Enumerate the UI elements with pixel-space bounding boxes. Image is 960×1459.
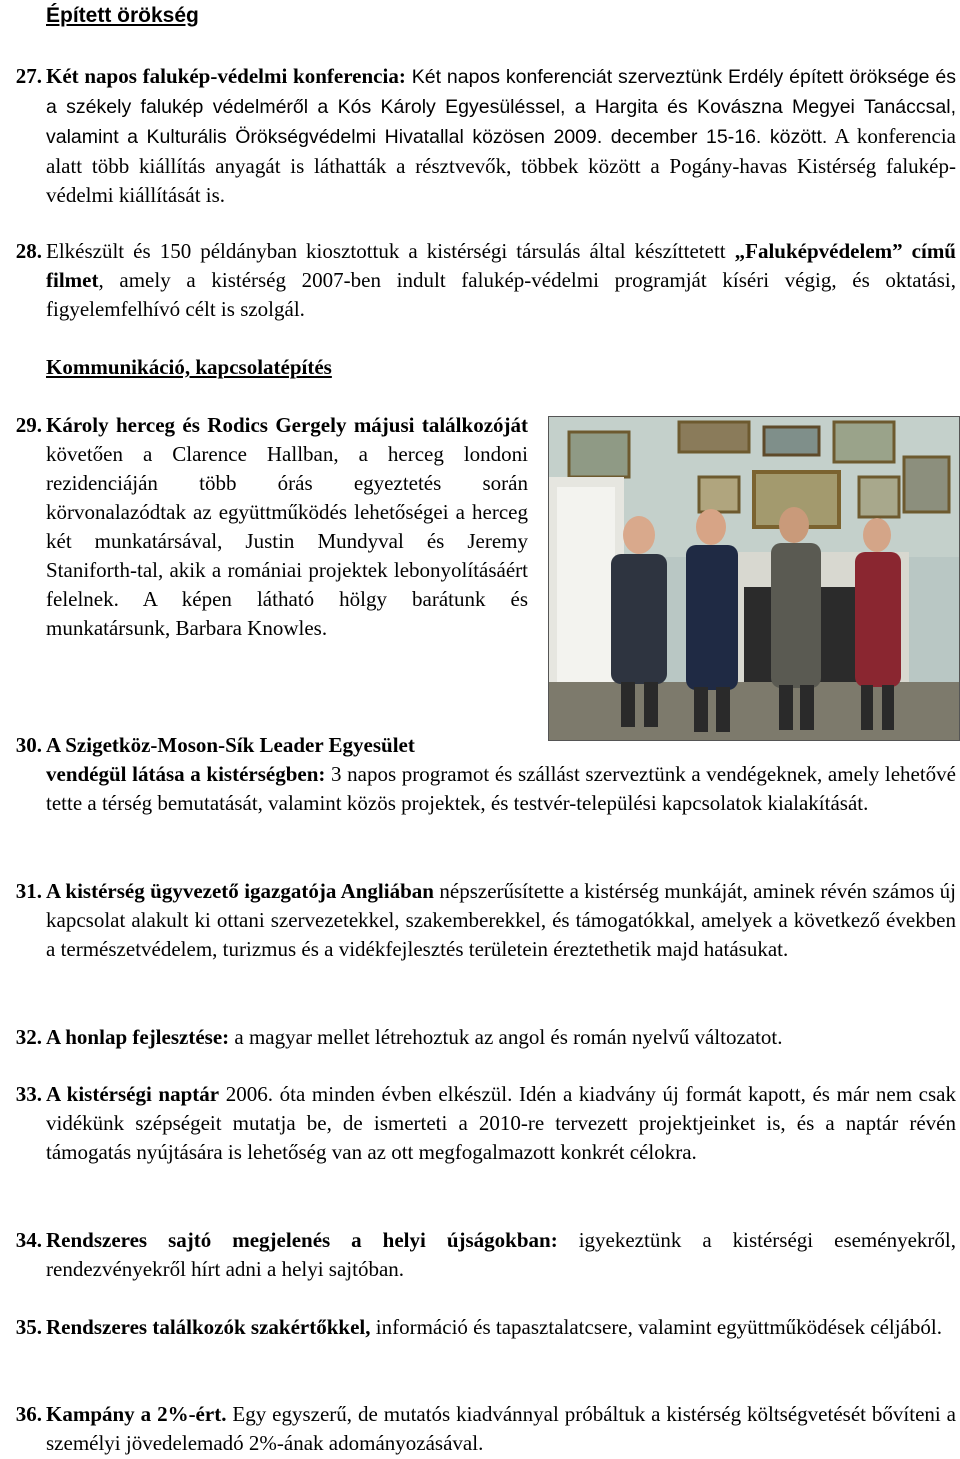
item-text: , amely a kistérség 2007-ben indult falukép-védelmi programját kíséri végig, és oktatási, figyelemfelhívó célt is szolgál.: [46, 268, 956, 321]
item-number: 33.: [15, 1082, 42, 1106]
item-text: A konferencia alatt több kiállítás anyagát is láthatták a résztvevők, többek között a Pogány-havas Kistérség falukép-védelmi kiállítását is.: [46, 124, 957, 207]
item-text: 2006. óta minden évben elkészül. Idén a kiadvány új formát kapott, és már nem csak vidékünk szépségeit mutatja be, de ismerteti a 2010-re tervezett projektjeinket is, és a naptár révén támogatás nyújtására is lehetőség van az ott megfogalmazott konkrét célokra.: [46, 1082, 956, 1164]
section-heading-epitett-orokseg: Épített örökség: [46, 4, 199, 27]
item-lead: Kampány a 2%-ért.: [46, 1402, 227, 1426]
item-body: [46, 877, 956, 964]
item-number: 29.: [15, 413, 42, 437]
item-body: [46, 1313, 956, 1342]
item-lead: Rendszeres sajtó megjelenés a helyi újságokban:: [46, 1228, 558, 1252]
item-number: 35.: [15, 1315, 42, 1339]
item-lead-line1: A Szigetköz-Moson-Sík Leader Egyesület: [46, 733, 415, 757]
item-number: 31.: [15, 879, 42, 903]
item-number: 27.: [15, 64, 42, 88]
item-number: 30.: [15, 733, 42, 757]
item-body: [46, 731, 956, 818]
item-body: [46, 237, 956, 324]
item-body: [46, 1400, 956, 1458]
item-body: [46, 1226, 956, 1284]
item-text: népszerűsítette a kistérség munkáját, aminek révén számos új kapcsolat alakult ki ottani szervezetekkel, szakemberekkel, és támogatókkal, amelyek a következő években a természetvédelem, turizmus és a vidékfejlesztés területein éreztethetik majd hatásukat.: [46, 879, 957, 961]
item-lead: Két napos falukép-védelmi konferencia:: [46, 64, 406, 88]
item-lead: „Faluképvédelem” című filmet: [46, 239, 956, 292]
item-text-sans: Két napos konferenciát szerveztünk Erdély épített öröksége és a székely falukép védelméről a Kós Károly Egyesüléssel, a Hargita és Kovászna Megyei Tanáccsal, valamint a Kulturális Örökségvédelmi Hivatallal közösen 2009. december 15-16. között.: [46, 66, 956, 148]
item-number: 32.: [15, 1025, 42, 1049]
item-text: információ és tapasztalatcsere, valamint együttműködések céljából.: [370, 1315, 942, 1339]
item-text: igyekeztünk a kistérségi eseményekről, rendezvényekről hírt adni a helyi sajtóban.: [46, 1228, 956, 1281]
item-lead: Rendszeres találkozók szakértőkkel,: [46, 1315, 371, 1339]
item-lead: A kistérség ügyvezető igazgatója Angliában: [46, 879, 434, 903]
item-number: 28.: [15, 239, 42, 263]
item-body: [46, 1080, 956, 1167]
item-text: a magyar mellet létrehoztuk az angol és román nyelvű változatot.: [229, 1025, 783, 1049]
item-text: Egy egyszerű, de mutatós kiadvánnyal próbáltuk a kistérség költségvetését bővíteni a személyi jövedelemadó 2%-ának adományozásával.: [46, 1402, 956, 1455]
item-body: [46, 62, 956, 210]
item-lead-line2: vendégül látása a kistérségben:: [46, 762, 326, 786]
item-body: [46, 1023, 956, 1052]
item-lead: A honlap fejlesztése:: [46, 1025, 230, 1049]
item-text: Elkészült és 150 példányban kiosztottuk a kistérségi társulás által készíttetett: [46, 239, 735, 263]
item-text: követően a Clarence Hallban, a herceg londoni rezidenciáján több órás egyeztetés során körvonalazódtak az együttműködés lehetőségei a herceg két munkatársával, Justin Mundyval és Jeremy Staniforth-tal, akik a romániai projektek lebonyolításáért felelnek. A képen látható hölgy barátunk és munkatársunk, Barbara Knowles.: [46, 442, 528, 640]
item-lead: A kistérségi naptár: [46, 1082, 220, 1106]
meeting-photo: [548, 416, 960, 741]
item-text: 3 napos programot és szállást szerveztünk a vendégeknek, amely lehetővé tette a térség bemutatását, valamint közös projektek, és testvér-települési kapcsolatok kialakítását.: [46, 762, 957, 815]
item-number: 34.: [15, 1228, 42, 1252]
item-number: 36.: [15, 1402, 42, 1426]
item-lead: Károly herceg és Rodics Gergely májusi találkozóját: [46, 413, 528, 437]
section-heading-kommunikacio: Kommunikáció, kapcsolatépítés: [46, 355, 332, 379]
item-body: [46, 411, 528, 643]
photo-illustration: [549, 417, 959, 740]
